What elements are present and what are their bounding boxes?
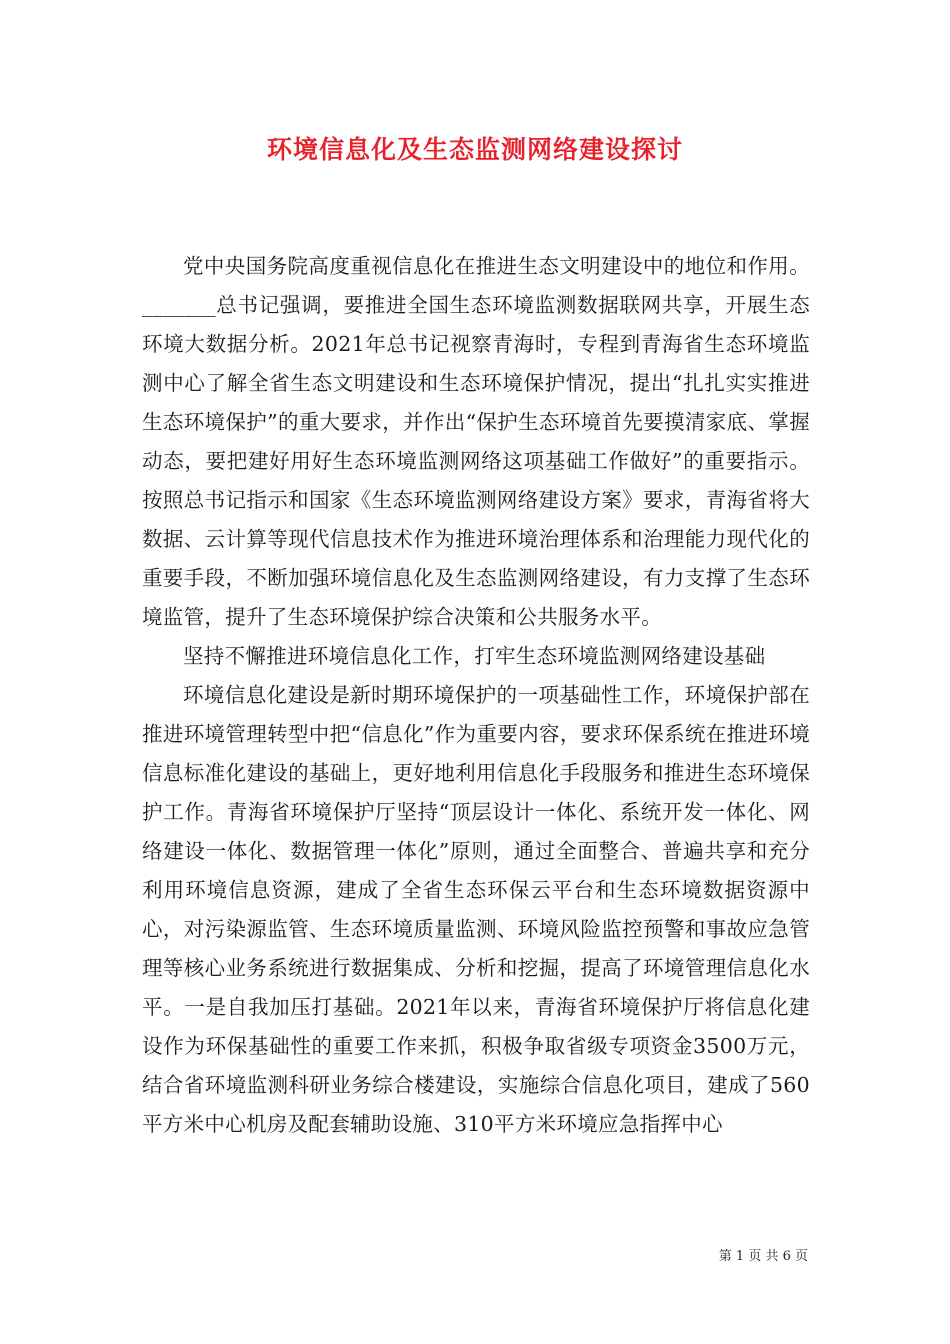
document-body — [142, 247, 810, 1144]
paragraph-section-heading: 坚持不懈推进环境信息化工作，打牢生态环境监测网络建设基础 — [183, 644, 766, 668]
paragraph-intro: 党中央国务院高度重视信息化在推进生态文明建设中的地位和作用。_______总书记强调，要推进全国生态环境监测数据联网共享，开展生态环境大数据分析。2021年总书记视察青海时，专程到青海省生态环境监测中心了解全省生态文明建设和生态环境保护情况，提出“扎扎实实推进生态环境保护”的重大要求，并作出“保护生态环境首先要摸清家底、掌握动态，要把建好用好生态环境监测网络这项基础工作做好”的重要指示。按照总书记指示和国家《生态环境监测网络建设方案》要求，青海省将大数据、云计算等现代信息技术作为推进环境治理体系和治理能力现代化的重要手段，不断加强环境信息化及生态监测网络建设，有力支撑了生态环境监管，提升了生态环境保护综合决策和公共服务水平。 — [142, 254, 810, 629]
paragraph-informatization: 环境信息化建设是新时期环境保护的一项基础性工作，环境保护部在推进环境管理转型中把“信息化”作为重要内容，要求环保系统在推进环境信息标准化建设的基础上，更好地利用信息化手段服务和推进生态环境保护工作。青海省环境保护厅坚持“顶层设计一体化、系统开发一体化、网络建设一体化、数据管理一体化”原则，通过全面整合、普遍共享和充分利用环境信息资源，建成了全省生态环保云平台和生态环境数据资源中心，对污染源监管、生态环境质量监测、环境风险监控预警和事故应急管理等核心业务系统进行数据集成、分析和挖掘，提高了环境管理信息化水平。一是自我加压打基础。2021年以来，青海省环境保护厅将信息化建设作为环保基础性的重要工作来抓，积极争取省级专项资金3500万元，结合省环境监测科研业务综合楼建设，实施综合信息化项目，建成了560平方米中心机房及配套辅助设施、310平方米环境应急指挥中心 — [142, 683, 810, 1136]
page-number: 第 1 页 共 6 页 — [718, 1249, 808, 1264]
document-title: 环境信息化及生态监测网络建设探讨 — [266, 135, 683, 164]
